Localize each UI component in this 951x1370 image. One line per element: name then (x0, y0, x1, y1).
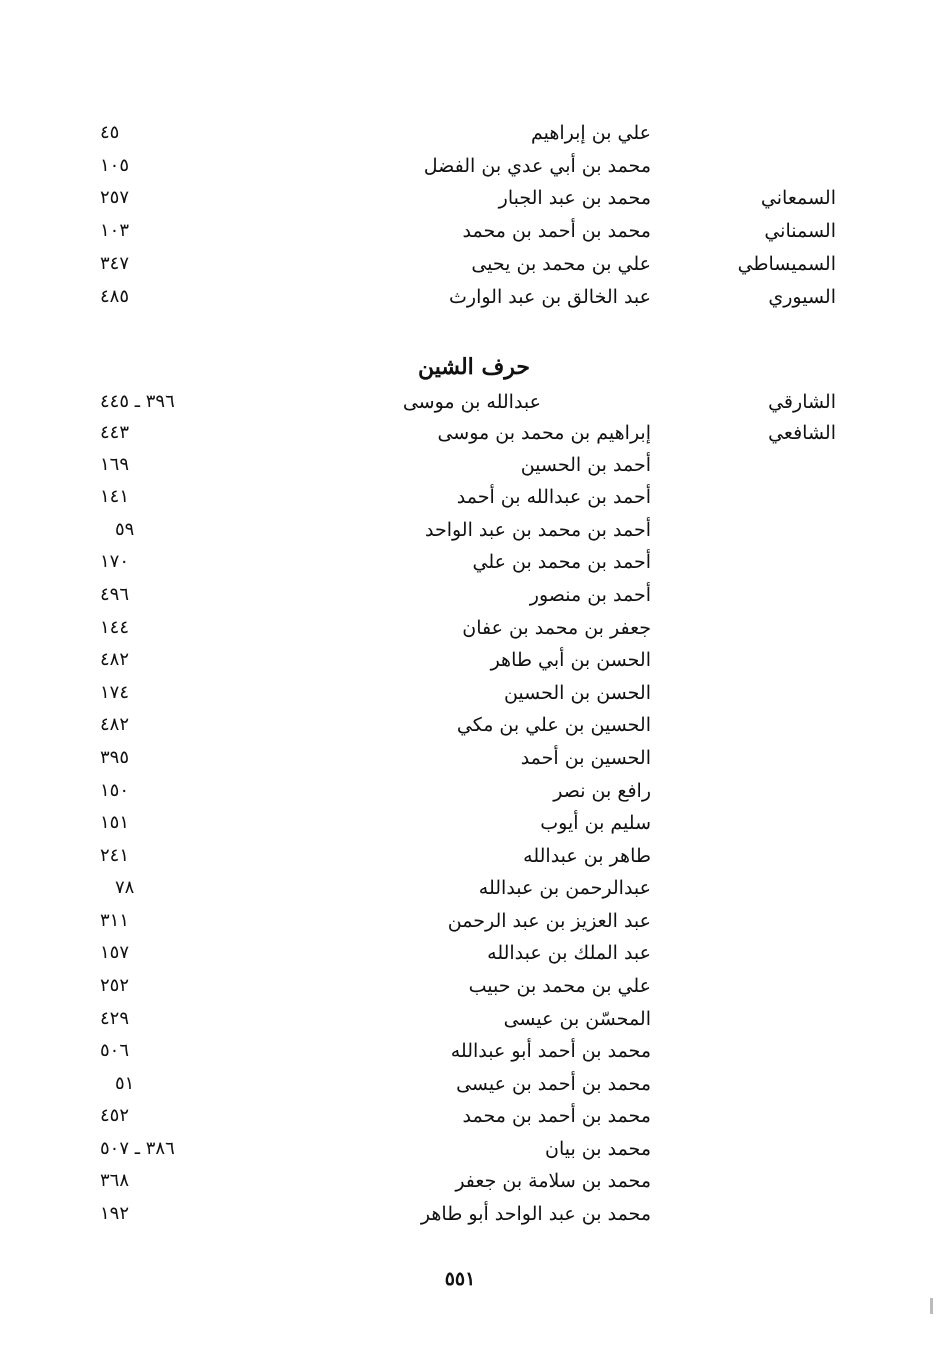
index-entry (0, 417, 951, 449)
entry-pages: ٥٩ (115, 519, 135, 540)
entry-pages: ٤٩٦ (100, 584, 130, 605)
entry-pages: ٥١ (115, 1073, 135, 1094)
index-entry (0, 1100, 951, 1132)
page-number: ٥٥١ (444, 1268, 476, 1290)
entry-pages: ٤٨٢ (100, 714, 130, 735)
index-entry (0, 840, 951, 872)
entry-pages: ٤٨٥ (100, 286, 130, 307)
index-entry (0, 970, 951, 1002)
entry-name: رافع بن نصر (553, 780, 651, 802)
entry-pages: ١٦٩ (100, 454, 130, 475)
index-entry (0, 937, 951, 969)
entry-name: إبراهيم بن محمد بن موسى (437, 422, 651, 444)
entry-name: محمد بن أحمد بن محمد (462, 1105, 651, 1127)
entry-name: الحسين بن علي بن مكي (456, 714, 651, 736)
index-entry (0, 775, 951, 807)
entry-nisba: السمعاني (760, 187, 836, 209)
entry-name: عبد العزيز بن عبد الرحمن (447, 910, 651, 932)
entry-name: عبدالله بن موسى (402, 391, 541, 413)
entry-name: علي بن إبراهيم (530, 122, 651, 144)
index-entry (0, 677, 951, 709)
entry-name: عبدالرحمن بن عبدالله (478, 877, 651, 899)
entry-name: محمد بن بيان (545, 1138, 651, 1160)
entry-pages: ٣٤٧ (100, 253, 130, 274)
index-entry (0, 117, 951, 149)
entry-pages: ٤٥٢ (100, 1105, 130, 1126)
index-entry (0, 1133, 951, 1165)
entry-pages: ١٧٠ (100, 551, 130, 572)
entry-pages: ٣٩٥ (100, 747, 130, 768)
index-entry (0, 1003, 951, 1035)
index-entry (0, 905, 951, 937)
entry-name: الحسن بن أبي طاهر (490, 649, 651, 671)
entry-pages: ١٠٣ (100, 220, 130, 241)
entry-name: الحسن بن الحسين (503, 682, 651, 704)
entry-pages: ٢٤١ (100, 845, 130, 866)
index-entry (0, 872, 951, 904)
entry-name: محمد بن سلامة بن جعفر (455, 1170, 651, 1192)
entry-name: علي بن محمد بن حبيب (468, 975, 651, 997)
index-entry (0, 1165, 951, 1197)
entry-name: محمد بن أحمد بن محمد (462, 220, 651, 242)
entry-name: أحمد بن محمد بن علي (472, 551, 651, 573)
entry-nisba: الشافعي (768, 422, 836, 444)
index-entry (0, 612, 951, 644)
entry-nisba: الشارقي (768, 391, 836, 413)
entry-pages: ٤٤٣ (100, 422, 130, 443)
entry-name: محمد بن أحمد بن عيسى (456, 1073, 651, 1095)
index-entry (0, 644, 951, 676)
index-entry (0, 1068, 951, 1100)
entry-name: المحسّن بن عيسى (503, 1008, 651, 1030)
scan-edge-mark (930, 1298, 933, 1314)
entry-pages: ١٥١ (100, 812, 130, 833)
index-entry (0, 386, 951, 418)
entry-name: أحمد بن منصور (529, 584, 651, 606)
entry-name: علي بن محمد بن يحيى (471, 253, 651, 275)
index-entry (0, 742, 951, 774)
entry-nisba: السيوري (768, 286, 836, 308)
entry-pages: ٧٨ (115, 877, 135, 898)
entry-pages: ٣٩٦ ـ ٤٤٥ (100, 391, 175, 412)
entry-name: أحمد بن عبدالله بن أحمد (456, 486, 651, 508)
entry-pages: ١٧٤ (100, 682, 130, 703)
index-entry (0, 514, 951, 546)
index-entry (0, 807, 951, 839)
entry-pages: ١٠٥ (100, 155, 130, 176)
entry-pages: ١٤٤ (100, 617, 130, 638)
entry-name: أحمد بن الحسين (520, 454, 651, 476)
entry-name: محمد بن أحمد أبو عبدالله (450, 1040, 651, 1062)
entry-pages: ٣١١ (100, 910, 130, 931)
entry-name: الحسين بن أحمد (520, 747, 651, 769)
entry-pages: ١٤١ (100, 486, 130, 507)
entry-name: عبد الملك بن عبدالله (487, 942, 651, 964)
entry-name: عبد الخالق بن عبد الوارث (449, 286, 651, 308)
index-entry (0, 449, 951, 481)
index-entry (0, 215, 951, 247)
entry-pages: ٤٨٢ (100, 649, 130, 670)
entry-nisba: السمناني (764, 220, 836, 242)
entry-name: أحمد بن محمد بن عبد الواحد (424, 519, 651, 541)
index-entry (0, 1035, 951, 1067)
section-heading: حرف الشين (417, 354, 530, 380)
entry-pages: ٣٦٨ (100, 1170, 130, 1191)
index-entry (0, 579, 951, 611)
index-entry (0, 281, 951, 313)
entry-name: جعفر بن محمد بن عفان (462, 617, 651, 639)
entry-name: محمد بن عبد الجبار (498, 187, 651, 209)
entry-pages: ٢٥٢ (100, 975, 130, 996)
index-entry (0, 1198, 951, 1230)
index-entry (0, 248, 951, 280)
entry-pages: ١٥٧ (100, 942, 130, 963)
entry-name: محمد بن عبد الواحد أبو طاهر (420, 1203, 651, 1225)
index-entry (0, 546, 951, 578)
index-entry (0, 182, 951, 214)
entry-pages: ٢٥٧ (100, 187, 130, 208)
entry-pages: ٤٥ (100, 122, 120, 143)
entry-pages: ٣٨٦ ـ ٥٠٧ (100, 1138, 175, 1159)
entry-nisba: السميساطي (737, 253, 836, 275)
entry-pages: ١٩٢ (100, 1203, 130, 1224)
entry-name: محمد بن أبي عدي بن الفضل (423, 155, 651, 177)
entry-name: سليم بن أيوب (540, 812, 651, 834)
index-entry (0, 150, 951, 182)
index-entry (0, 481, 951, 513)
entry-pages: ٥٠٦ (100, 1040, 130, 1061)
entry-name: طاهر بن عبدالله (523, 845, 651, 867)
index-entry (0, 709, 951, 741)
entry-pages: ٤٢٩ (100, 1008, 130, 1029)
entry-pages: ١٥٠ (100, 780, 130, 801)
